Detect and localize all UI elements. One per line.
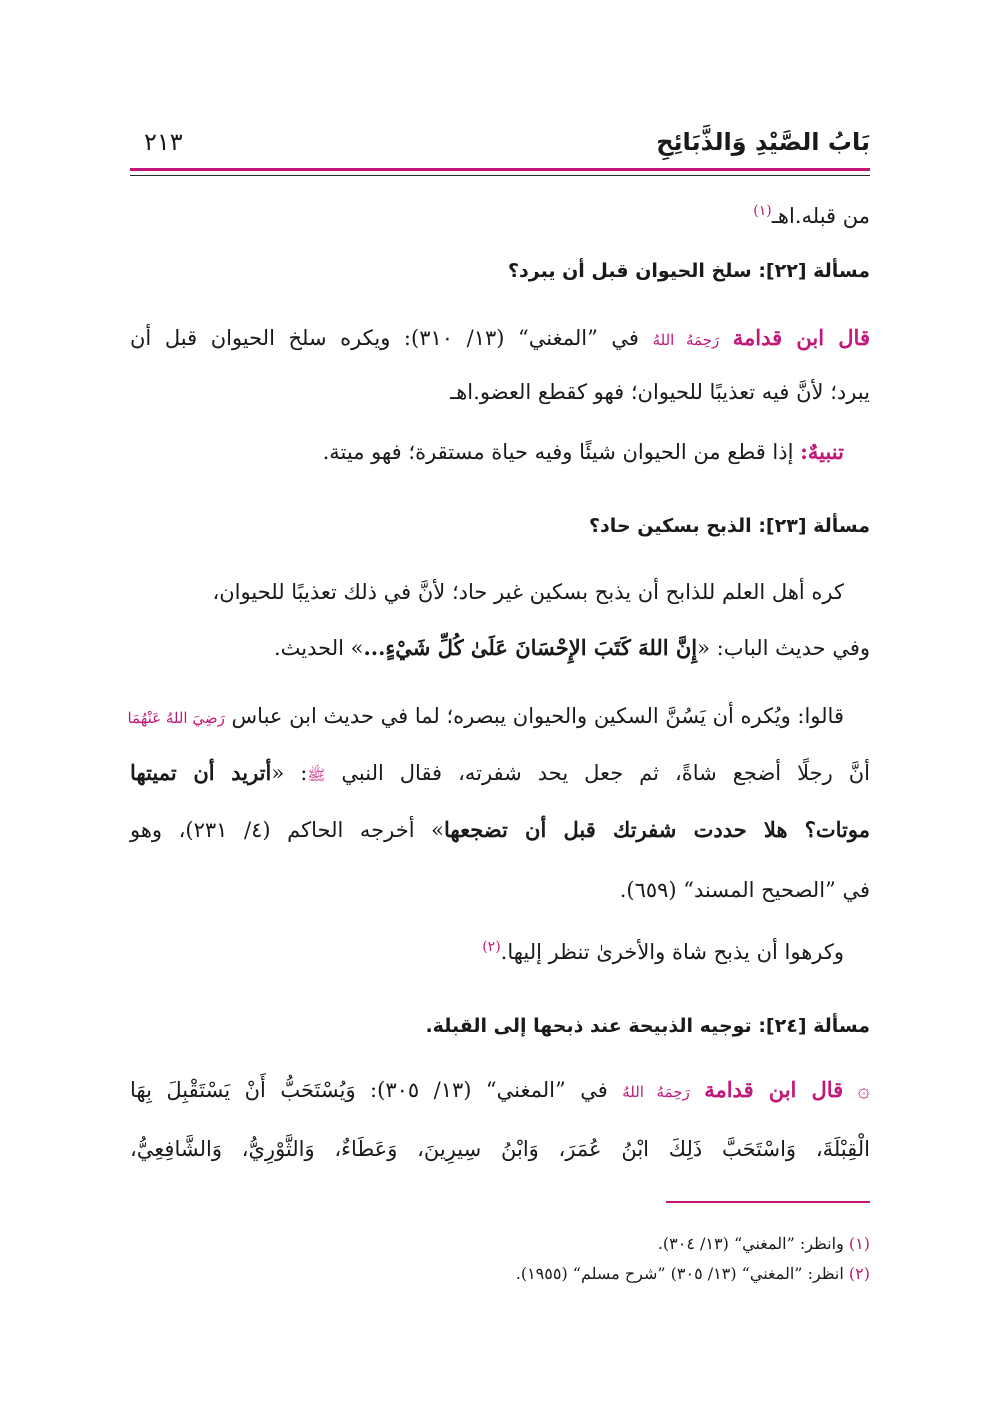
issue-heading-24 — [130, 1011, 870, 1041]
issue-title: توجيه الذبيحة عند ذبحها إلى القبلة. — [425, 1015, 752, 1037]
chapter-title: بَابُ الصَّيْدِ وَالذَّبَائِحِ — [656, 128, 870, 156]
honorific: رَضِيَ اللهُ عَنْهُمَا — [127, 709, 225, 727]
paragraph-line: وفي حديث الباب: «إِنَّ اللهَ كَتَبَ الإِحْسَانَ عَلَىٰ كُلِّ شَيْءٍ...» الحديث. — [274, 635, 870, 660]
issue-title: سلخ الحيوان قبل أن يبرد؟ — [507, 260, 752, 282]
honorific: رَحِمَهُ اللهُ — [652, 331, 720, 349]
footnote-ref-2[interactable]: (٢) — [482, 939, 501, 955]
header-rule-accent — [130, 168, 870, 171]
note-label: تنبيهٌ: — [800, 439, 844, 464]
footnote-2: (٢) انظر: ”المغني“ (١٣/ ٣٠٥) ”شرح مسلم“ (١٩٥٥). — [515, 1264, 870, 1283]
paragraph-line: قالوا: ويُكره أن يَسُنَّ السكين والحيوان يبصره؛ لما في حديث ابن عباس رَضِيَ اللهُ عَنْهُمَا — [127, 704, 844, 728]
footnote-divider — [666, 1201, 870, 1203]
continuation-line: من قبله.اهـ$^{(١)}$ — [753, 203, 870, 228]
issue-label: مسألة [٢٣]: — [758, 515, 870, 537]
page-number: ٢١٣ — [144, 128, 183, 156]
issue-title: الذبح بسكين حاد؟ — [589, 515, 752, 537]
paragraph-line: كره أهل العلم للذابح أن يذبح بسكين غير حاد؛ لأنَّ في ذلك تعذيبًا للحيوان، — [212, 580, 844, 604]
header-rule — [130, 175, 870, 176]
honorific: رَحِمَهُ اللهُ — [622, 1083, 690, 1101]
footnote-ref-1[interactable]: (١) — [753, 203, 772, 219]
paragraph-line: يبرد؛ لأنَّ فيه تعذيبًا للحيوان؛ فهو كقطع العضو.اهـ — [450, 380, 870, 404]
book-page — [127, 0, 870, 1418]
footnote-number: (١) — [848, 1234, 870, 1253]
issue-label: مسألة [٢٢]: — [758, 260, 870, 282]
footnote-number: (٢) — [848, 1264, 870, 1283]
paragraph-line: في ”الصحيح المسند“ (٦٥٩). — [619, 878, 870, 902]
quoted-author: قال ابن قدامة — [732, 325, 870, 350]
paragraph-line: الْقِبْلَةَ، وَاسْتَحَبَّ ذَلِكَ ابْنُ عُمَرَ، وَابْنُ سِيرِينَ، وَعَطَاءٌ، وَالثَّوْرِيُّ، وَالشَّافِعِيُّ، — [130, 1137, 870, 1161]
paragraph-line: ۞ قال ابن قدامة رَحِمَهُ اللهُ في ”المغني“ (١٣/ ٣٠٥): وَيُسْتَحَبُّ أَنْ يَسْتَقْبِلَ بِهَا — [130, 1077, 870, 1102]
hadith-text: أتريد أن تميتها — [130, 760, 272, 785]
ornament-icon: ۞ — [857, 1078, 870, 1102]
honorific: ﷺ — [307, 766, 326, 784]
footnote-1: (١) وانظر: ”المغني“ (١٣/ ٣٠٤). — [657, 1234, 870, 1253]
hadith-text: موتات؟ هلا حددت شفرتك قبل أن تضجعها — [444, 817, 870, 842]
hadith-text: إِنَّ اللهَ كَتَبَ الإِحْسَانَ عَلَىٰ كُلِّ شَيْءٍ... — [363, 635, 698, 660]
paragraph-line: قال ابن قدامة رَحِمَهُ اللهُ في ”المغني“ (١٣/ ٣١٠): ويكره سلخ الحيوان قبل أن — [130, 325, 870, 350]
issue-label: مسألة [٢٤]: — [758, 1015, 870, 1037]
running-header — [130, 128, 870, 168]
issue-heading-23 — [130, 511, 870, 541]
paragraph-line: وكرهوا أن يذبح شاة والأخرىٰ تنظر إليها.$^{(٢)}$ — [482, 939, 844, 964]
quoted-author: قال ابن قدامة — [704, 1077, 844, 1102]
paragraph-line: موتات؟ هلا حددت شفرتك قبل أن تضجعها» أخرجه الحاكم (٤/ ٢٣١)، وهو — [130, 817, 870, 842]
issue-heading-22 — [130, 256, 870, 286]
paragraph-line: أنَّ رجلًا أضجع شاةً، ثم جعل يحد شفرته، فقال النبي ﷺ: «أتريد أن تميتها — [130, 760, 870, 785]
note-line: تنبيهٌ: إذا قطع من الحيوان شيئًا وفيه حياة مستقرة؛ فهو ميتة. — [322, 439, 844, 464]
